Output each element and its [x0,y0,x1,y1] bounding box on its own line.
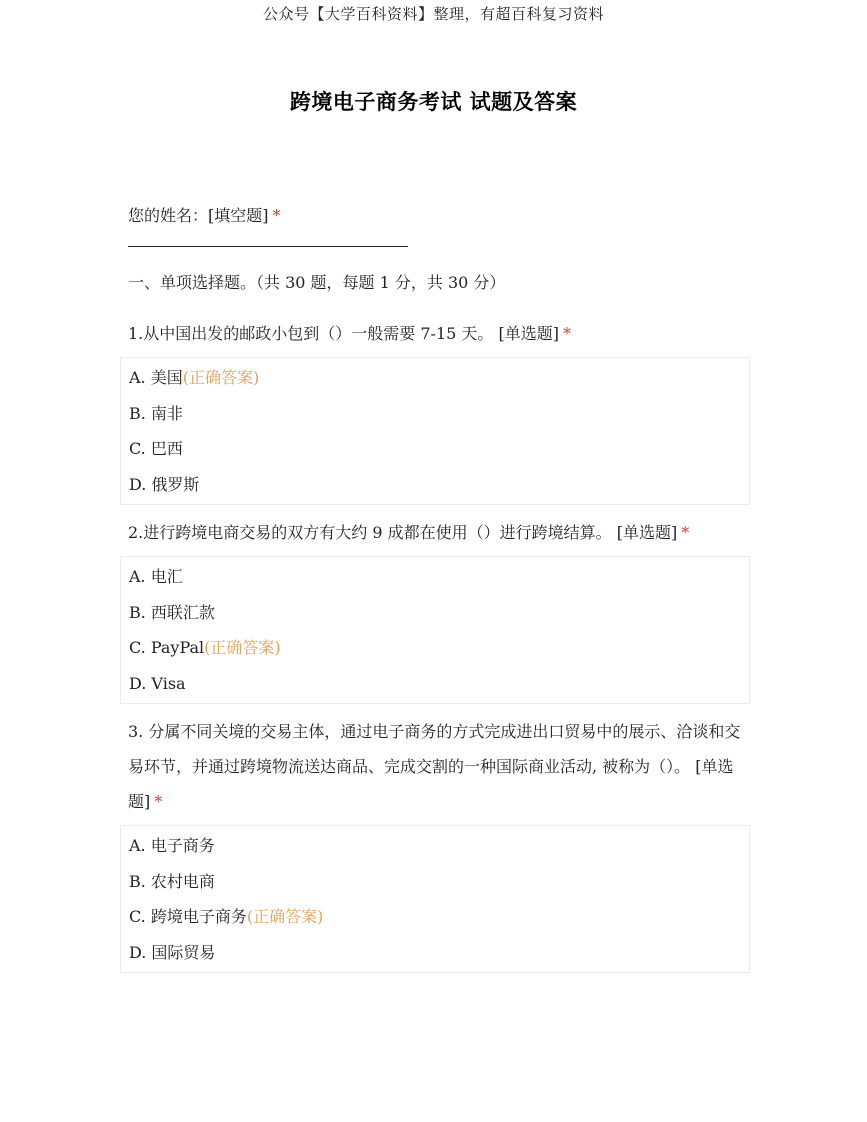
option-label: D. 国际贸易 [129,942,216,962]
option-b[interactable] [129,864,741,900]
required-mark: * [272,206,281,225]
option-d[interactable] [129,467,741,503]
name-field-label-text: 您的姓名：[填空题] [128,206,269,225]
option-list [120,357,750,505]
correct-answer-tag: (正确答案) [246,907,324,926]
option-label: C. 跨境电子商务 [129,907,247,926]
option-b[interactable] [129,396,741,432]
option-c[interactable] [129,899,741,935]
question-3 [128,714,748,973]
option-label: A. 电子商务 [129,836,215,855]
question-text [128,316,748,351]
option-label: B. 西联汇款 [129,602,215,622]
question-text [128,515,748,550]
option-label: A. 美国 [129,368,183,387]
option-label: B. 南非 [129,403,183,423]
name-field-label [128,198,748,233]
option-label: C. PayPal [129,638,205,657]
required-mark: * [681,523,690,542]
question-text-content: 1.从中国出发的邮政小包到（）一般需要 7-15 天。 [单选题] [128,324,559,343]
option-a[interactable] [129,360,741,396]
question-1 [128,316,748,505]
option-label: C. 巴西 [129,439,183,458]
option-c[interactable] [129,630,741,666]
correct-answer-tag: (正确答案) [182,368,260,387]
option-list [120,556,750,704]
option-c[interactable] [129,431,741,467]
question-text-content: 2.进行跨境电商交易的双方有大约 9 成都在使用（）进行跨境结算。 [单选题] [128,523,678,542]
option-label: D. Visa [129,673,186,693]
question-text-content: 3. 分属不同关境的交易主体，通过电子商务的方式完成进出口贸易中的展示、洽谈和交易环节，并通过跨境物流送达商品、完成交割的一种国际商业活动, 被称为（）。 [单选题] [128,722,741,811]
option-label: D. 俄罗斯 [129,474,200,494]
required-mark: * [154,792,163,811]
question-2 [128,515,748,704]
page-title: 跨境电子商务考试 试题及答案 [289,89,578,114]
required-mark: * [562,324,571,343]
option-a[interactable] [129,559,741,595]
question-text [128,714,748,819]
correct-answer-tag: (正确答案) [204,638,281,657]
option-list [120,825,750,973]
section-heading: 一、单项选择题。（共 30 题，每题 1 分，共 30 分） [128,273,506,292]
option-b[interactable] [129,595,741,631]
document-body [128,198,748,983]
header-note: 公众号【大学百科资料】整理，有超百科复习资料 [262,5,604,23]
option-a[interactable] [129,828,741,864]
name-answer-line[interactable] [128,246,408,247]
option-d[interactable] [129,666,741,702]
option-label: A. 电汇 [129,567,183,586]
option-label: B. 农村电商 [129,871,215,891]
option-d[interactable] [129,935,741,971]
